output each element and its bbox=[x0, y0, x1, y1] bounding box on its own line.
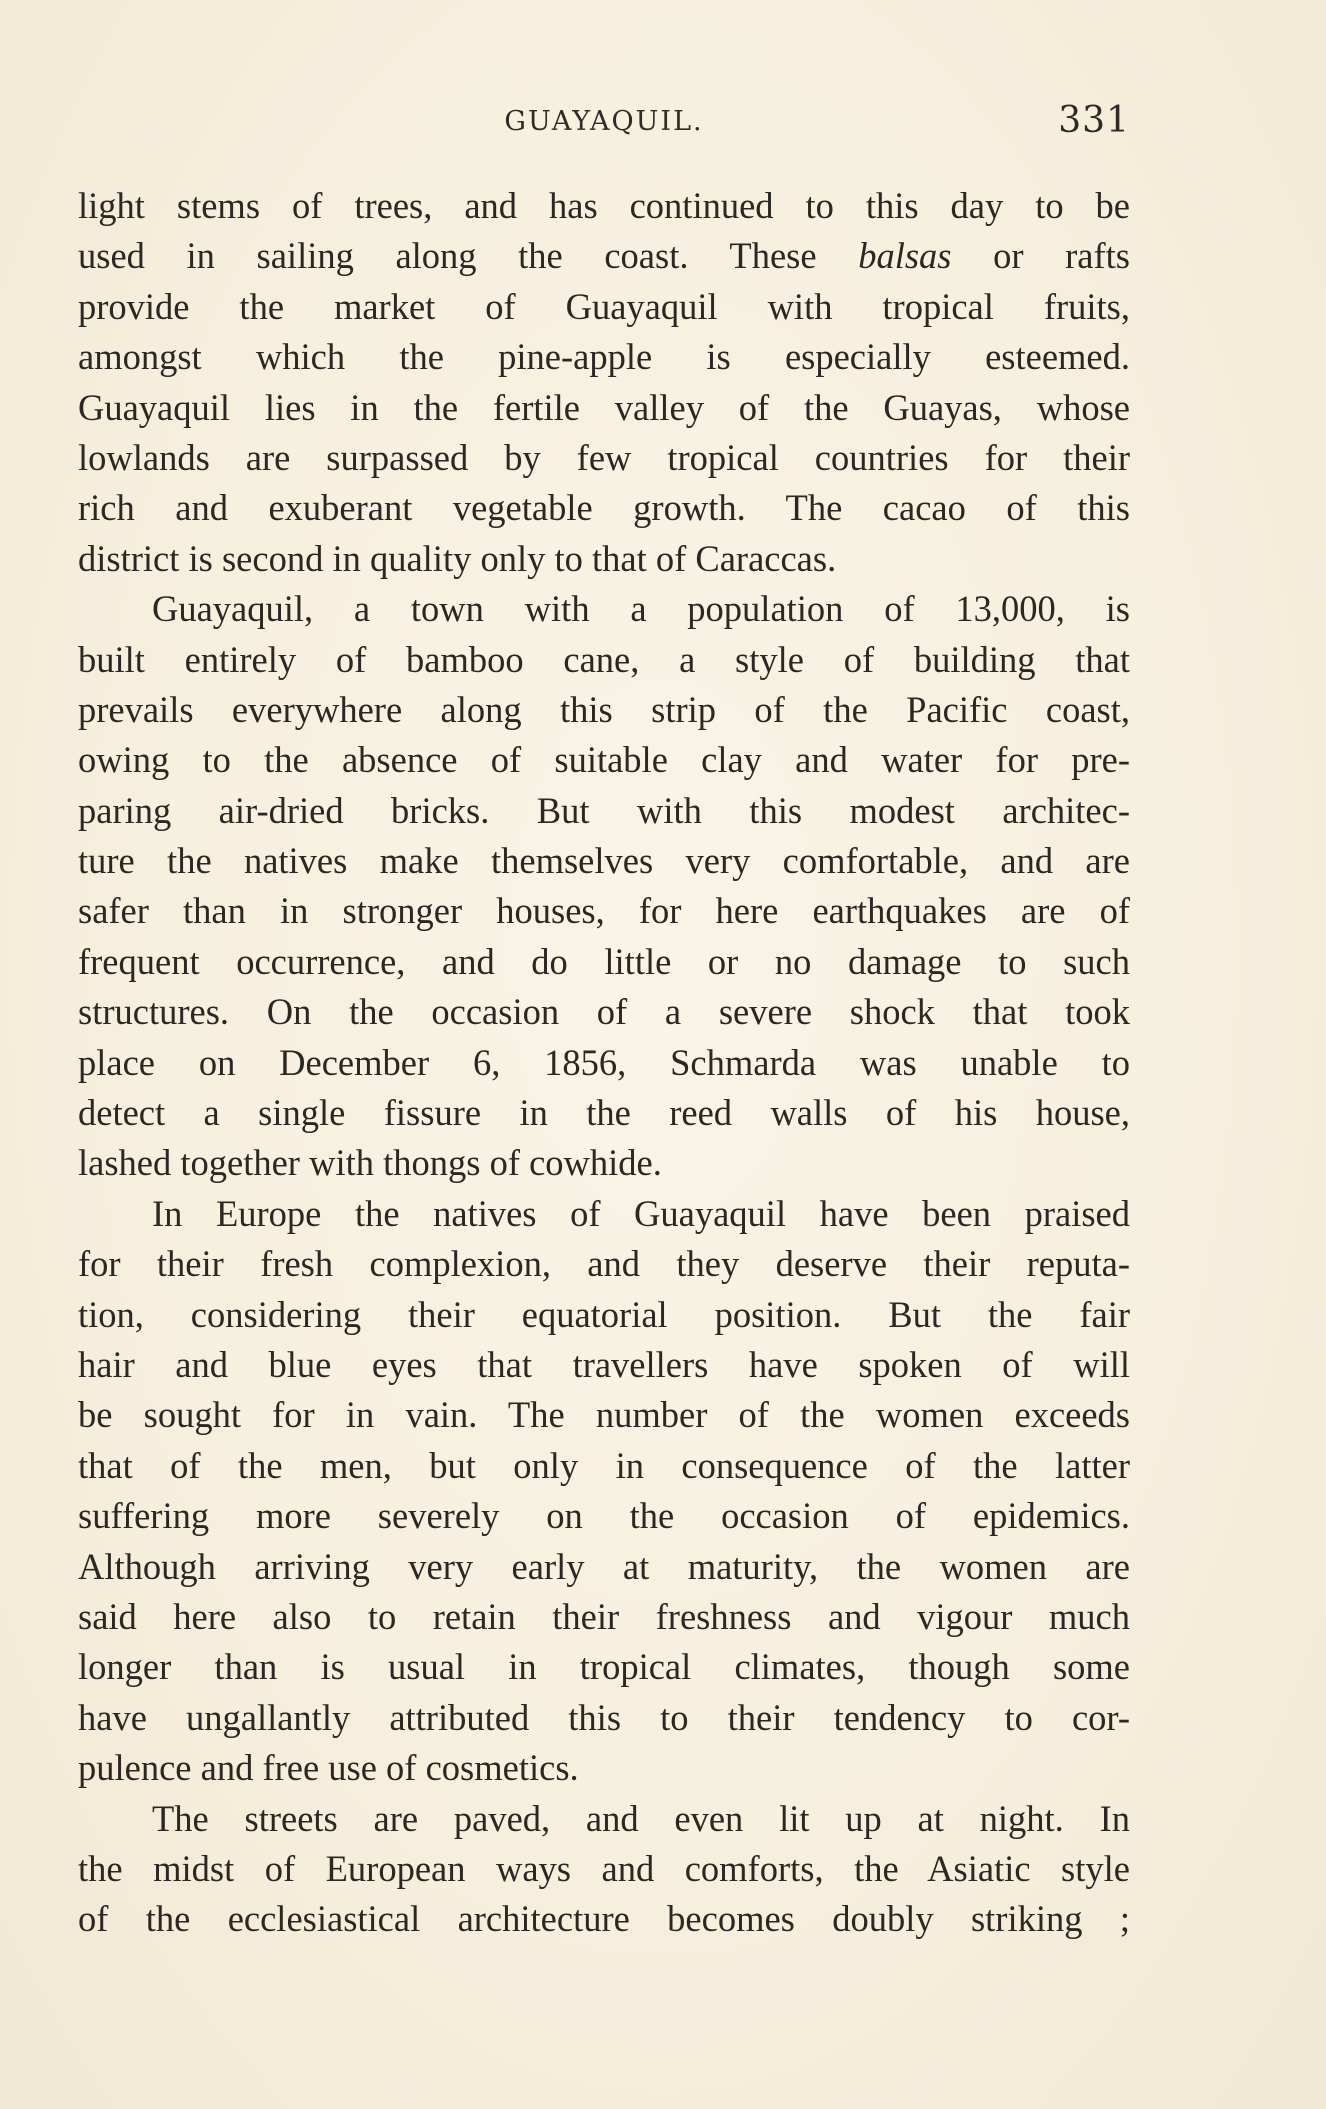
text-line: rich and exuberant vegetable growth. The cacao of this bbox=[78, 487, 1130, 529]
text-line: for their fresh complexion, and they deserve their reputa- bbox=[78, 1243, 1130, 1285]
text-line: paring air-dried bricks. But with this modest architec- bbox=[78, 789, 1130, 831]
text-line: of the ecclesiastical architecture becomes doubly striking ; bbox=[78, 1898, 1130, 1940]
text-line: hair and blue eyes that travellers have spoken of will bbox=[78, 1343, 1130, 1385]
text-line: pulence and free use of cosmetics. bbox=[78, 1747, 579, 1789]
paragraph-start-line: Guayaquil, a town with a population of 13,000, is bbox=[152, 588, 1130, 630]
text-line bbox=[78, 231, 1130, 281]
text-line: provide the market of Guayaquil with tropical fruits, bbox=[78, 285, 1130, 327]
body-text bbox=[78, 181, 1130, 1945]
text-line: have ungallantly attributed this to their tendency to cor- bbox=[78, 1696, 1130, 1738]
text-line: light stems of trees, and has continued to this day to be bbox=[78, 185, 1130, 226]
text-line: tion, considering their equatorial position. But the fair bbox=[78, 1293, 1130, 1335]
running-title: GUAYAQUIL. bbox=[504, 106, 704, 137]
text-line: safer than in stronger houses, for here earthquakes are of bbox=[78, 890, 1130, 932]
text-line: Guayaquil lies in the fertile valley of the Guayas, whose bbox=[78, 386, 1130, 428]
text-line: prevails everywhere along this strip of the Pacific coast, bbox=[78, 688, 1130, 730]
text-line: said here also to retain their freshness and vigour much bbox=[78, 1595, 1130, 1637]
text-line: lashed together with thongs of cowhide. bbox=[78, 1142, 662, 1184]
text-fragment: or rafts bbox=[951, 235, 1130, 277]
text-line: Although arriving very early at maturity, the women are bbox=[78, 1545, 1130, 1587]
text-line: that of the men, but only in consequence of the latter bbox=[78, 1444, 1130, 1486]
text-line: owing to the absence of suitable clay and water for pre- bbox=[78, 739, 1130, 781]
paragraph-start-line: In Europe the natives of Guayaquil have been praised bbox=[152, 1192, 1130, 1234]
paragraph-start-line: The streets are paved, and even lit up at night. In bbox=[152, 1797, 1130, 1839]
text-line: amongst which the pine-apple is especially esteemed. bbox=[78, 336, 1130, 378]
text-line: detect a single fissure in the reed walls of his house, bbox=[78, 1092, 1130, 1134]
italic-term: balsas bbox=[858, 235, 952, 277]
running-head bbox=[78, 100, 1130, 144]
text-line: be sought for in vain. The number of the women exceeds bbox=[78, 1394, 1130, 1436]
text-line: frequent occurrence, and do little or no damage to such bbox=[78, 940, 1130, 982]
text-line: suffering more severely on the occasion of epidemics. bbox=[78, 1495, 1130, 1537]
text-line: district is second in quality only to that of Caraccas. bbox=[78, 537, 837, 579]
text-line: longer than is usual in tropical climates, though some bbox=[78, 1646, 1130, 1688]
page-number: 331 bbox=[1058, 100, 1130, 141]
text-line: the midst of European ways and comforts, the Asiatic style bbox=[78, 1847, 1130, 1889]
text-line: built entirely of bamboo cane, a style of building that bbox=[78, 638, 1130, 680]
text-line: ture the natives make themselves very comfortable, and are bbox=[78, 840, 1130, 882]
text-line: structures. On the occasion of a severe shock that took bbox=[78, 991, 1130, 1033]
text-fragment: used in sailing along the coast. These bbox=[78, 235, 859, 277]
text-line: place on December 6, 1856, Schmarda was unable to bbox=[78, 1041, 1130, 1083]
text-line: lowlands are surpassed by few tropical countries for their bbox=[78, 436, 1130, 478]
